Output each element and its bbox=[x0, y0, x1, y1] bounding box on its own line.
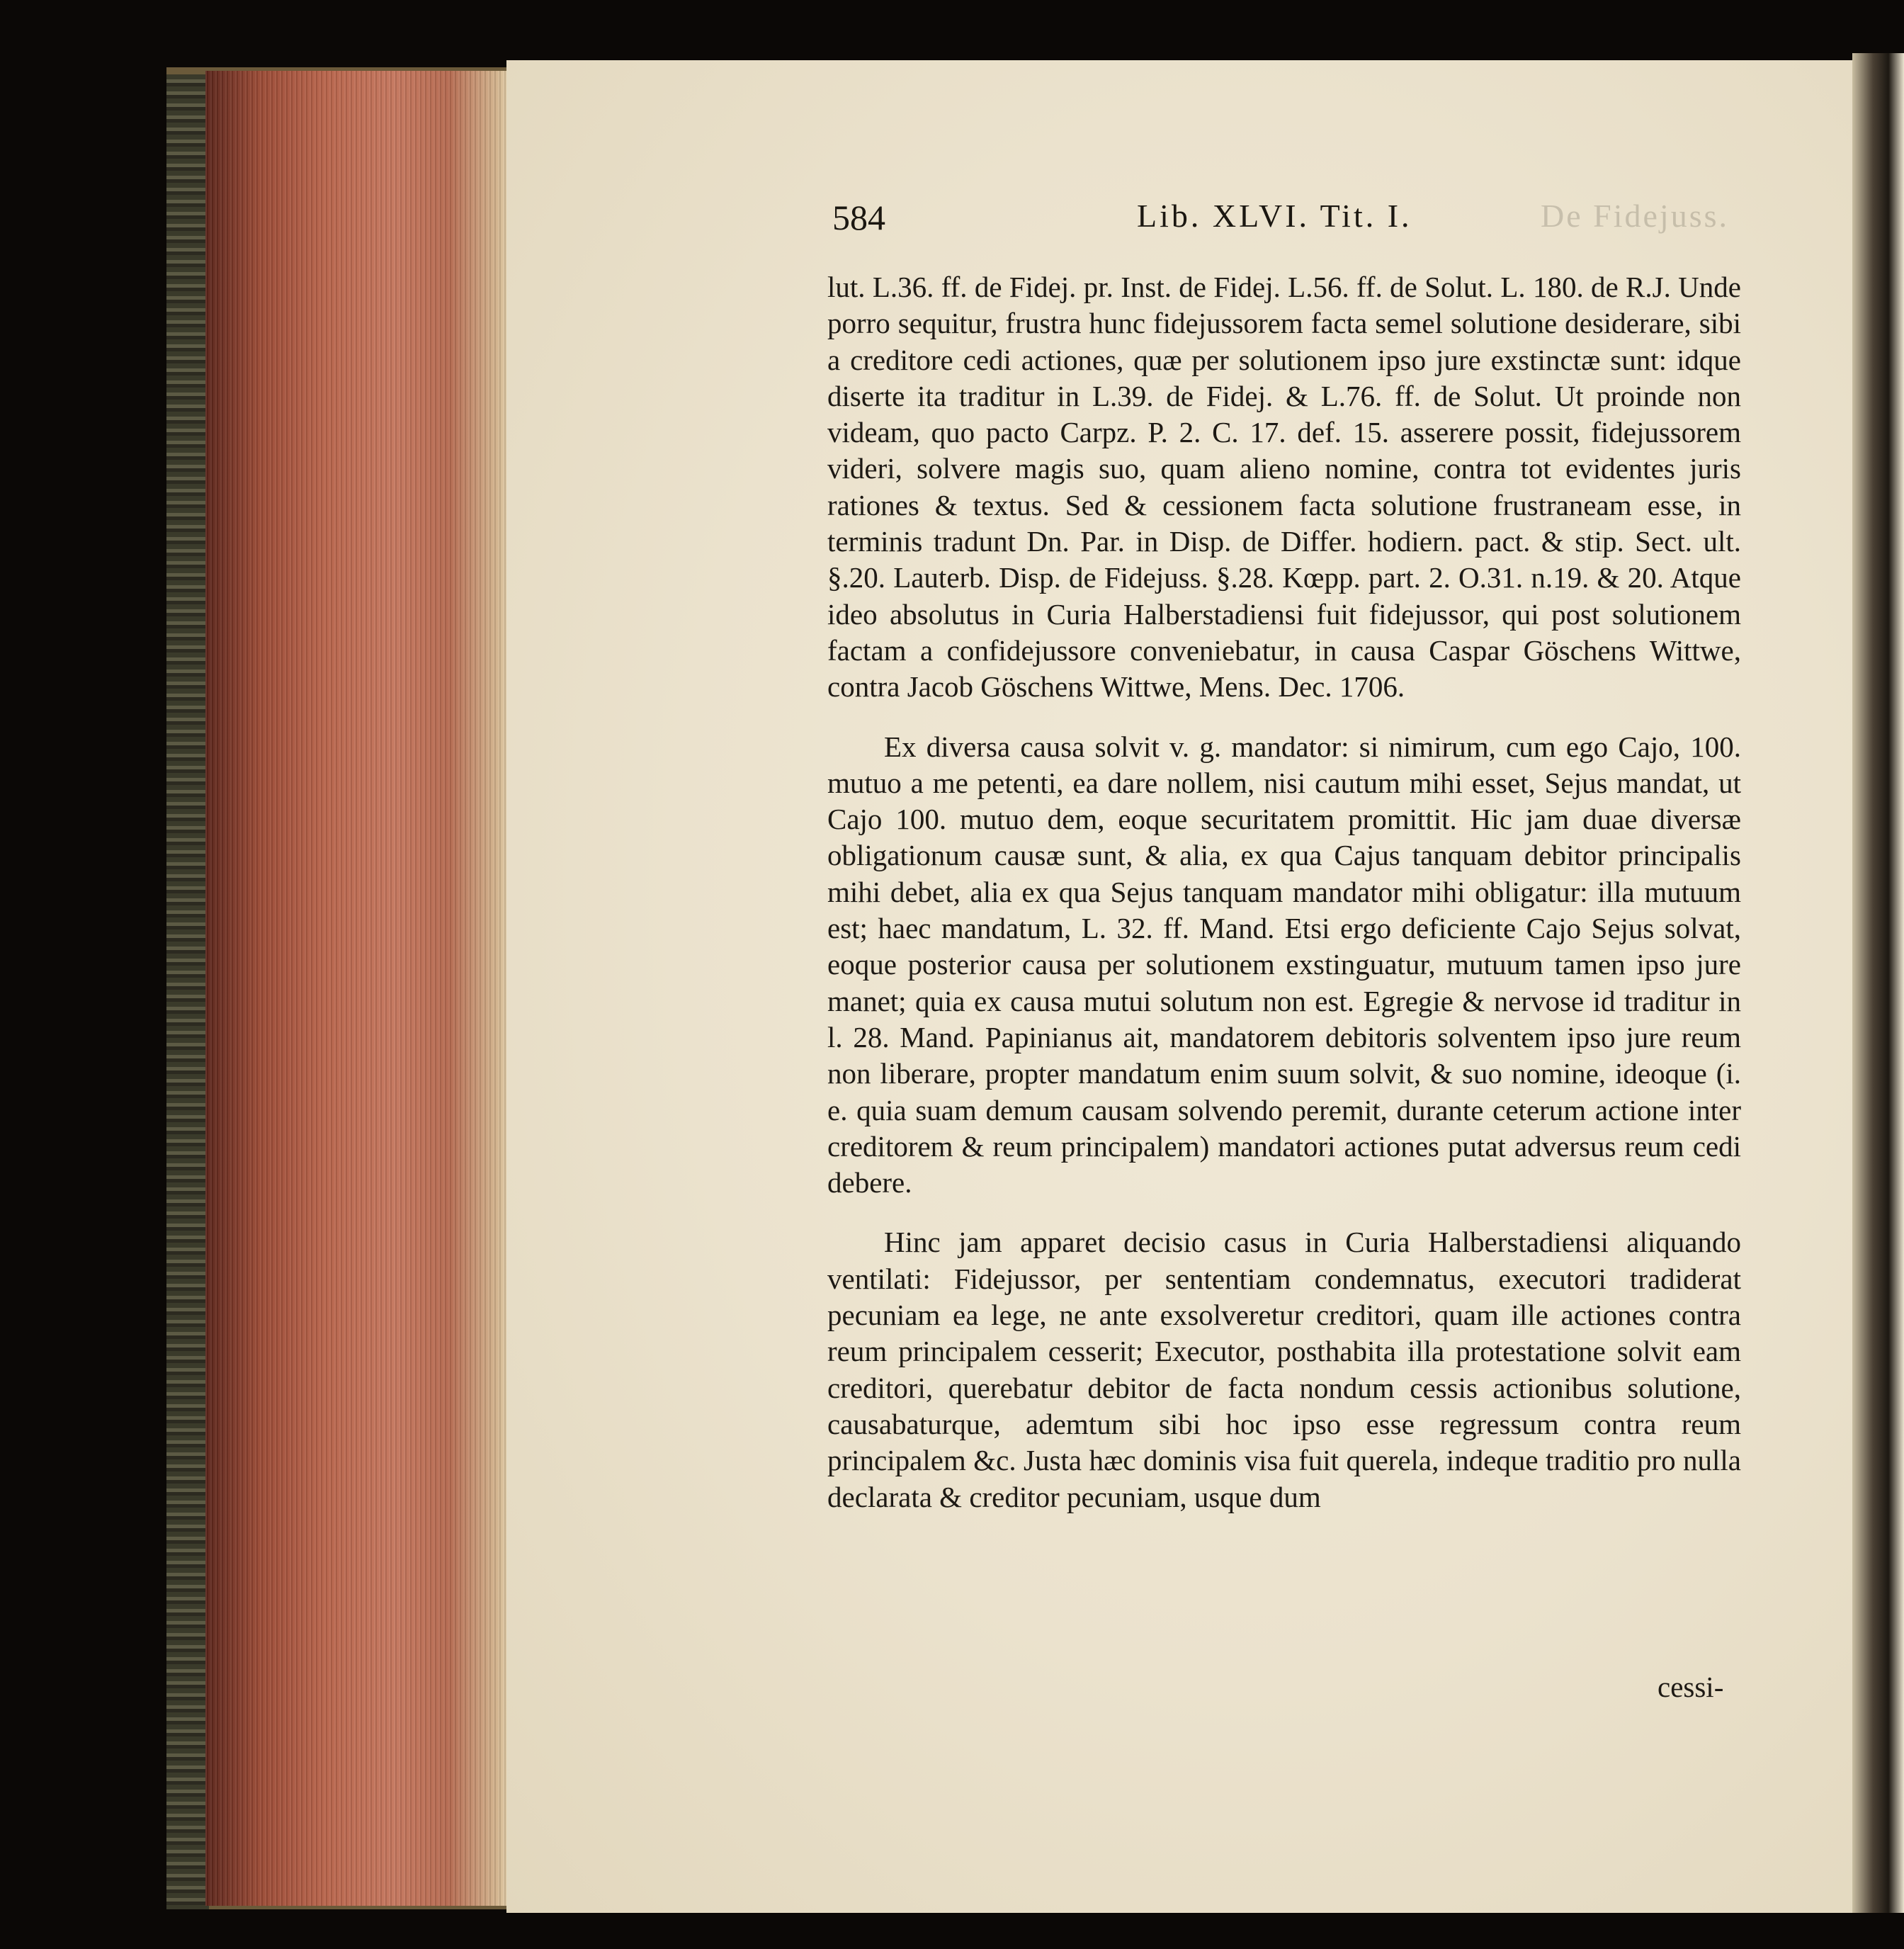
paragraph-2: Ex diversa causa solvit v. g. mandator: si nimirum, cum ego Cajo, 100. mutuo a me petenti, ea dare nollem, nisi cautum mihi esset, Sejus mandat, ut Cajo 100. mutuo dem, eoque securitatem promittit. Hic jam duae diversæ obligationum causæ sunt, & alia, ex qua Cajus tanquam debitor principalis mihi debet, alia ex qua Sejus tanquam mandator mihi obligatur: illa mutuum est; haec mandatum, L. 32. ff. Mand. Etsi ergo deficiente Cajo Sejus solvat, eoque posterior causa per solutionem exstinguatur, mutuum tamen ipso jure manet; quia ex causa mutui solutum non est. Egregie & nervose id traditur in l. 28. Mand. Papinianus ait, mandatorem debitoris solventem ipso jure reum non liberare, propter mandatum enim suum solvit, & suo nomine, ideoque (i. e. quia suam demum causam solvendo peremit, durante ceterum actione inter creditorem & reum principalem) mandatori actiones putat adversus reum cedi debere. bbox=[827, 730, 1741, 1199]
page-edges bbox=[205, 71, 510, 1906]
bleed-through-text: De Fidejuss. bbox=[1541, 198, 1729, 234]
paragraph-3: Hinc jam apparet decisio casus in Curia Halberstadiensi aliquando ventilati: Fidejussor, per sententiam condemnatus, executori tradiderat pecuniam ea lege, ne ante exsolveretur creditori, quam ille actiones contra reum principalem cesserit; Executor, posthabita illa protestatione solvit eam creditori, querebatur debitor de facta nondum cessis actionibus solutione, causabaturque, ademtum sibi hoc ipso esse regressum contra reum principalem &c. Justa hæc dominis visa fuit querela, indeque traditio pro nulla declarata & creditor pecuniam, usque dum bbox=[827, 1226, 1741, 1513]
page-number: 584 bbox=[832, 198, 885, 237]
running-title: Lib. XLVI. Tit. I. bbox=[1137, 198, 1412, 234]
catchword: cessi- bbox=[1658, 1671, 1724, 1703]
page-gutter bbox=[1852, 53, 1904, 1913]
body-text bbox=[827, 269, 1741, 1515]
book-spine bbox=[166, 74, 209, 1909]
paragraph-1: lut. L.36. ff. de Fidej. pr. Inst. de Fidej. L.56. ff. de Solut. L. 180. de R.J. Unde porro sequitur, frustra hunc fidejussorem facta semel solutione desiderare, sibi a creditore cedi actiones, quæ per solutionem ipso jure exstinctæ sunt: idque diserte ita traditur in L.39. de Fidej. & L.76. ff. de Solut. Ut proinde non videam, quo pacto Carpz. P. 2. C. 17. def. 15. asserere possit, fidejussorem videri, solvere magis suo, quam alieno nomine, contra tot evidentes juris rationes & textus. Sed & cessionem facta solutione frustraneam esse, in terminis tradunt Dn. Par. in Disp. de Differ. hodiern. pact. & stip. Sect. ult. §.20. Lauterb. Disp. de Fidejuss. §.28. Kœpp. part. 2. O.31. n.19. & 20. Atque ideo absolutus in Curia Halberstadiensi fuit fidejussor, qui post solutionem factam a confidejussore conveniebatur, in causa Caspar Göschens Wittwe, contra Jacob Göschens Wittwe, Mens. Dec. 1706. bbox=[827, 271, 1741, 704]
running-head bbox=[832, 197, 1824, 247]
